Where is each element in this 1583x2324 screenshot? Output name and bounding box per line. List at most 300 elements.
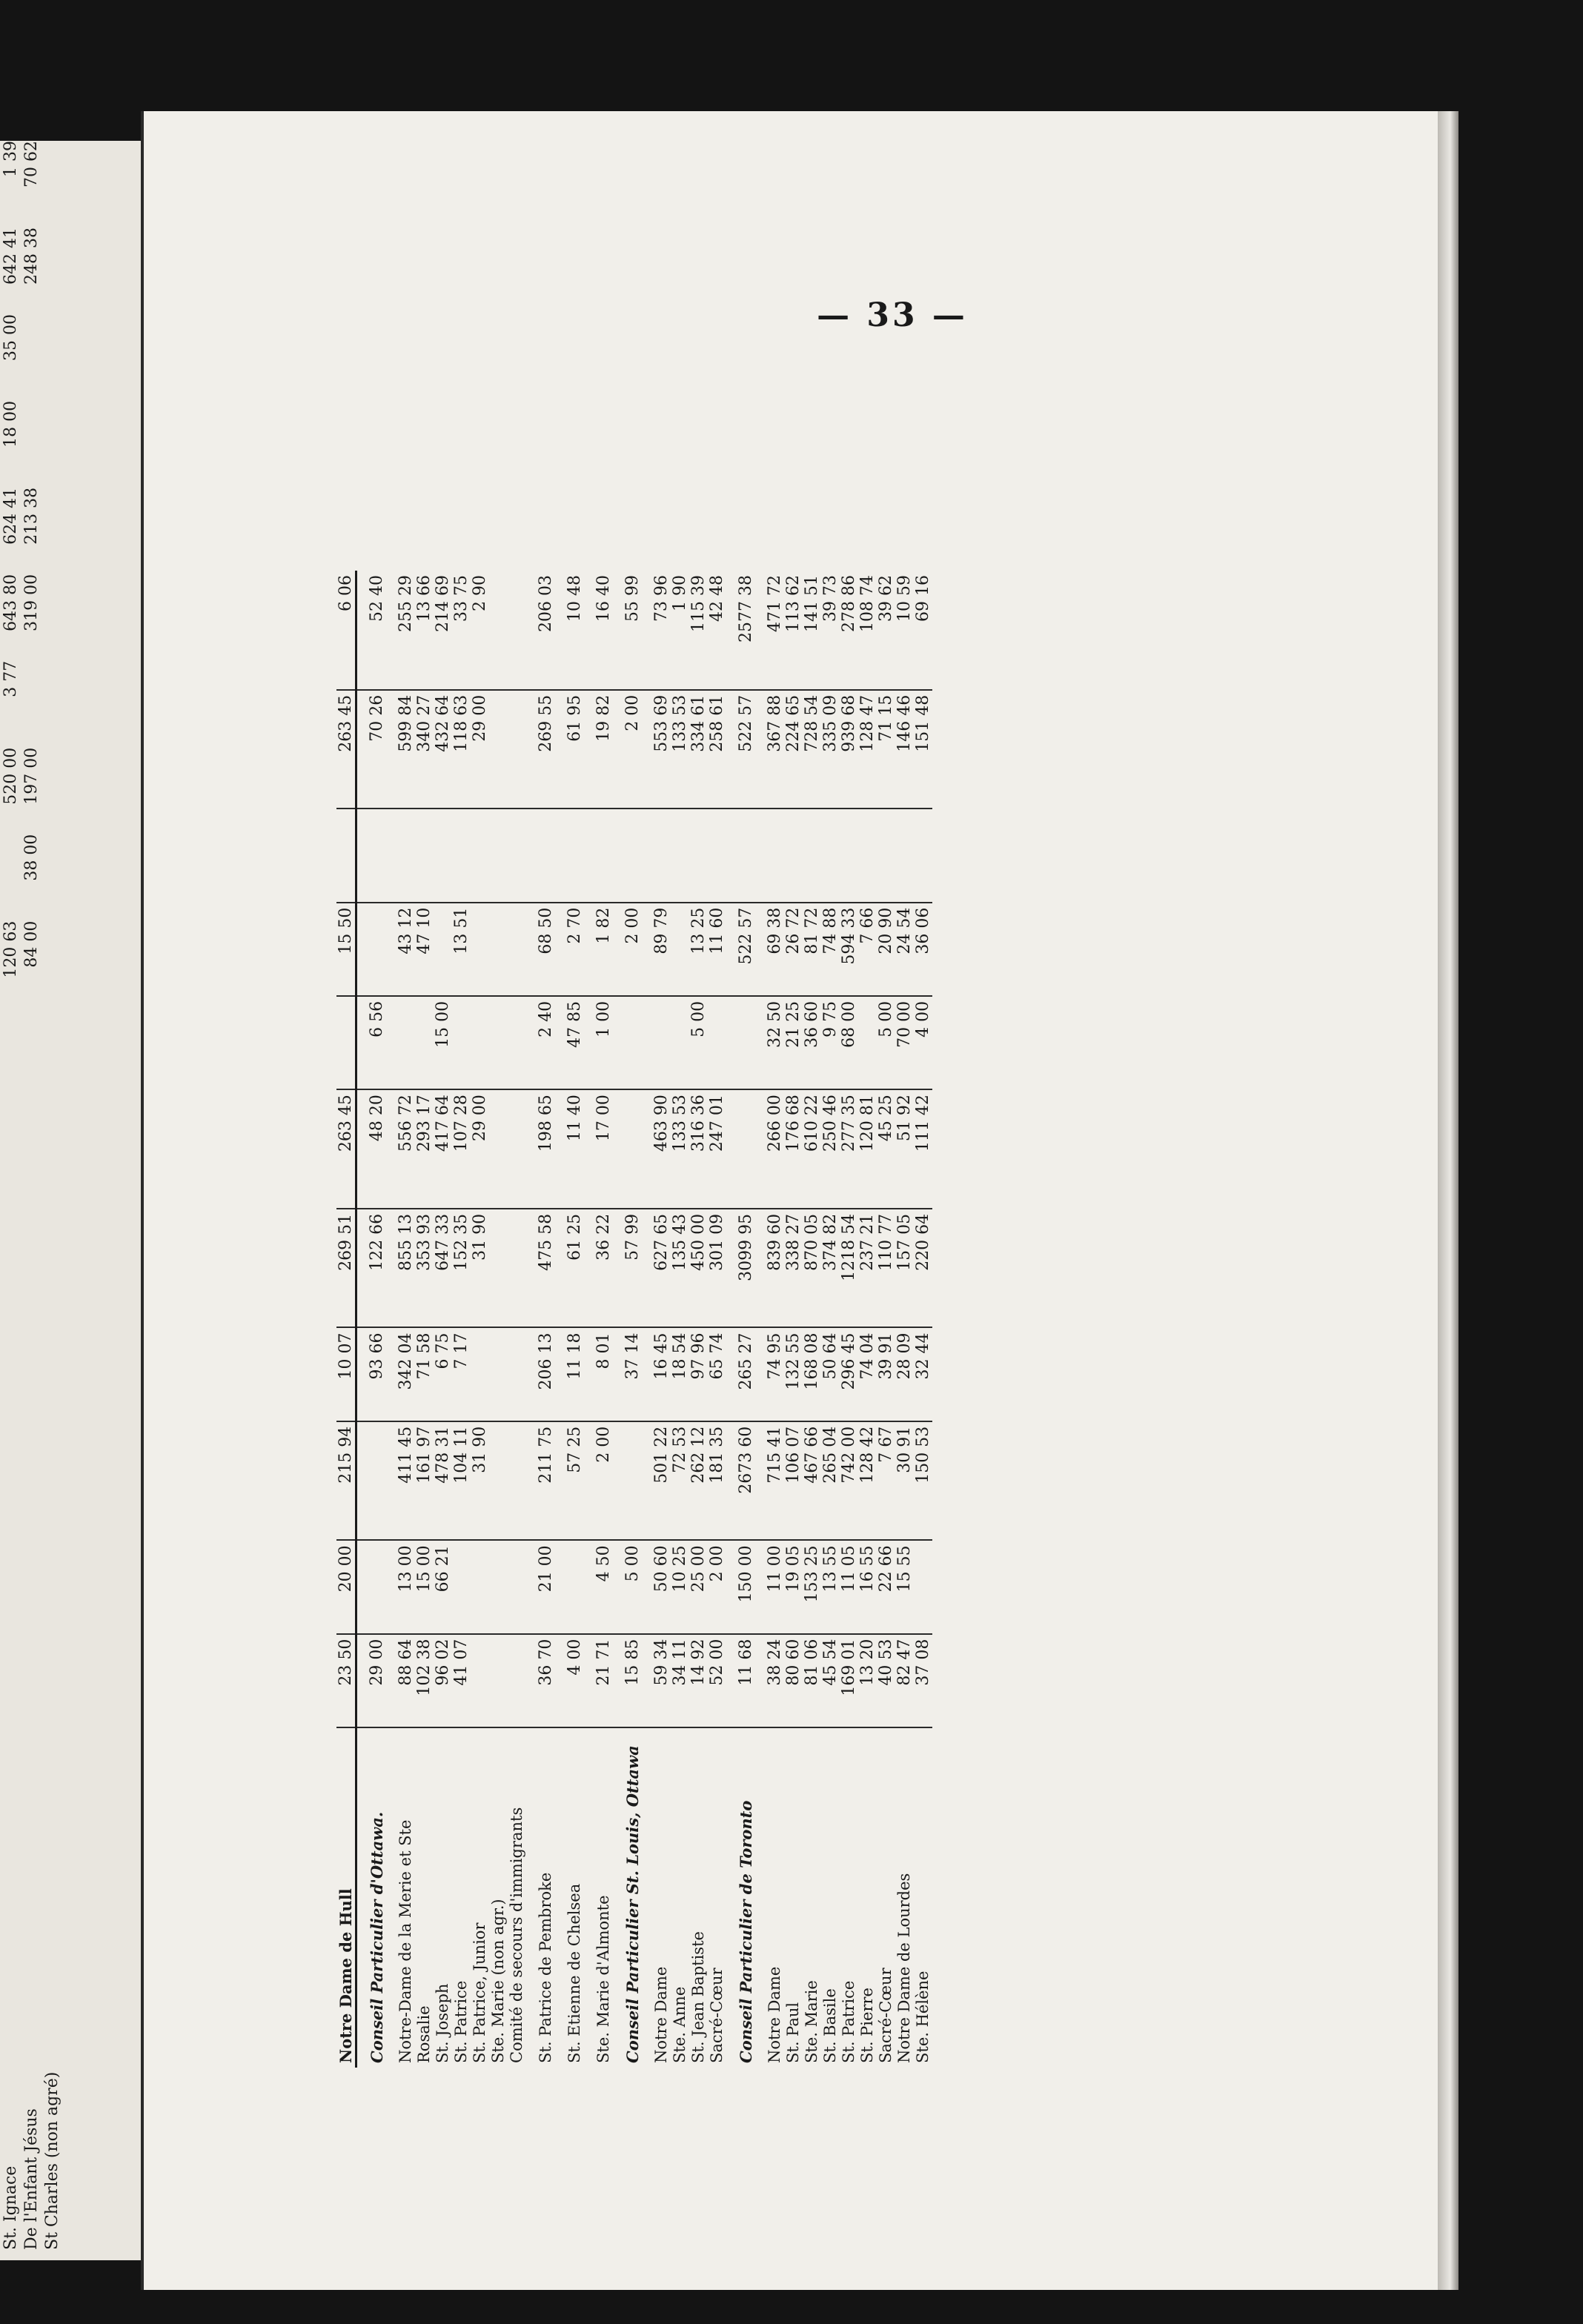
amount-cell: 647 33 [434,1209,452,1328]
table-row [613,571,642,2068]
amount-cell: 342 04 [386,1328,415,1421]
amount-cell: 7 17 [452,1328,471,1421]
amount-cell: 353 93 [415,1209,434,1328]
amount-cell: 72 53 [671,1421,689,1541]
amount-cell: 29 00 [471,1089,489,1209]
amount-cell: 11 40 [555,1089,584,1209]
table-row [336,571,356,2068]
amount-cell: 553 69 [642,690,671,809]
amount-cell: 237 21 [858,1209,877,1328]
amount-cell [508,1089,526,1209]
amount-cell: 113 62 [784,575,803,632]
row-label: Ste. Marie (non agr.) [489,1727,508,2068]
amount-cell: 150 00 [726,1540,755,1633]
amount-cell: 728 54 [803,690,821,809]
amount-cell: 70 26 [356,690,387,809]
amount-cell: 18 54 [671,1328,689,1421]
amount-cell: 152 35 [452,1209,471,1328]
amount-cell [489,903,508,996]
row-label: Notre Dame de Lourdes [895,1727,914,2068]
amount-cell: 135 43 [671,1209,689,1328]
amount-cell: 17 00 [584,1089,613,1209]
amount-cell [356,903,387,996]
row-label: Notre Dame [755,1727,784,2068]
amount-cell: 262 12 [689,1421,708,1541]
amount-cell: 6 75 [434,1328,452,1421]
amount-cell [356,809,387,902]
amount-cell: 168 08 [803,1328,821,1421]
amount-cell: 2 70 [555,903,584,996]
amount-cell: 120 81 [858,1089,877,1209]
amount-cell: 39 73 [821,575,840,622]
amount-cell: 81 72 [803,903,821,996]
amount-cell [336,996,356,1089]
amount-cell [803,809,821,902]
amount-cell: 36 70 [526,1634,555,1727]
amount-cell [508,809,526,902]
left-page-row [0,141,21,2260]
amount-cell: 132 55 [784,1328,803,1421]
amount-cell [858,809,877,902]
amount-cell: 471 72 [766,575,784,632]
amount-cell: 6 56 [356,996,387,1089]
amount-cell: 15 55 [895,1540,914,1633]
amount-cell: 2 00 [613,903,642,996]
amount-cell: 296 45 [840,1328,858,1421]
amount-cell: 181 35 [708,1421,726,1541]
amount-cell [386,809,415,902]
table-row [642,571,671,2068]
amount-cell: 1 82 [584,903,613,996]
amount-cell: 839 60 [755,1209,784,1328]
amount-cell: 31 90 [471,1209,489,1328]
amount-cell: 11 68 [726,1634,755,1727]
amount-cell: 367 88 [755,690,784,809]
amount-cell: 463 90 [642,1089,671,1209]
amount-cell [671,903,689,996]
amount-cell: 122 66 [356,1209,387,1328]
amount-cell: 2673 60 [726,1421,755,1541]
amount-cell: 45 25 [877,1089,895,1209]
amount-cell: 36 06 [914,903,932,996]
amount-cell: 334 61 [689,690,708,809]
table-row [526,571,555,2068]
amount-cell [726,996,755,1089]
amount-cell: 11 18 [555,1328,584,1421]
table-body [336,571,932,2068]
amount-cell: 211 75 [526,1421,555,1541]
amount-cell: 128 42 [858,1421,877,1541]
amount-cell: 1 90 [671,575,689,611]
amount-cell: 61 95 [555,690,584,809]
amount-cell [471,996,489,1089]
table-row [415,571,434,2068]
table-row [508,571,526,2068]
amount-cell: 71 58 [415,1328,434,1421]
amount-cell: 50 60 [642,1540,671,1633]
amount-cell [489,1209,508,1328]
left-page-row [42,141,62,2260]
amount-cell: 16 45 [642,1328,671,1421]
amount-cell [508,1421,526,1541]
amount-cell [555,1540,584,1633]
amount-cell: 10 25 [671,1540,689,1633]
amount-cell: 4 00 [555,1634,584,1727]
row-label: Ste. Hélène [914,1727,932,2068]
amount-cell: 475 58 [526,1209,555,1328]
amount-cell: 265 27 [726,1328,755,1421]
amount-cell: 478 31 [434,1421,452,1541]
amount-cell [489,1421,508,1541]
amount-cell: 68 50 [526,903,555,996]
amount-cell [386,996,415,1089]
row-label: Conseil Particulier de Toronto [726,1727,755,2068]
amount-cell [415,996,434,1089]
amount-cell: 34 11 [671,1634,689,1727]
left-amount-cell: 120 63 [1,920,20,978]
amount-cell [508,1328,526,1421]
amount-cell: 417 64 [434,1089,452,1209]
amount-cell: 432 64 [434,690,452,809]
amount-cell: 2 00 [708,1540,726,1633]
amount-cell [434,809,452,902]
amount-cell [356,1421,387,1541]
row-label: St. Pierre [858,1727,877,2068]
amount-cell: 81 06 [803,1634,821,1727]
amount-cell [784,809,803,902]
amount-cell [508,1540,526,1633]
amount-cell: 10 48 [565,575,584,622]
amount-cell [671,996,689,1089]
amount-cell: 522 57 [726,690,755,809]
amount-cell: 411 45 [386,1421,415,1541]
row-label: Notre-Dame de la Merie et Ste [386,1727,415,2068]
amount-cell: 22 66 [877,1540,895,1633]
amount-cell: 25 00 [689,1540,708,1633]
left-amount-cell: 642 41 [1,228,20,285]
left-amount-cell: 70 62 [21,141,41,188]
table-row [584,571,613,2068]
amount-cell: 28 09 [895,1328,914,1421]
amount-cell [613,996,642,1089]
amount-cell: 37 14 [613,1328,642,1421]
amount-cell: 128 47 [858,690,877,809]
amount-cell: 1218 54 [840,1209,858,1328]
amount-cell: 102 38 [415,1634,434,1727]
amount-cell: 265 04 [821,1421,840,1541]
amount-cell: 2 90 [471,575,489,611]
amount-cell: 30 91 [895,1421,914,1541]
amount-cell [726,809,755,902]
table-row [471,571,489,2068]
amount-cell: 45 54 [821,1634,840,1727]
amount-cell: 111 42 [914,1089,932,1209]
row-label: Notre Dame [642,1727,671,2068]
table-row [858,571,877,2068]
amount-cell: 7 66 [858,903,877,996]
amount-cell [489,1089,508,1209]
table-row [821,571,840,2068]
amount-cell: 66 21 [434,1540,452,1633]
page-number: — 33 — [817,296,968,334]
amount-cell [613,1089,642,1209]
table-row [803,571,821,2068]
left-row-label: St. Ignace [1,2165,20,2250]
amount-cell: 278 86 [840,575,858,632]
amount-cell: 11 00 [755,1540,784,1633]
rotated-table-wrapper [336,571,1344,2068]
amount-cell: 269 51 [336,1209,356,1328]
amount-cell: 206 03 [537,575,555,632]
left-amount-cell: 3 77 [1,660,20,697]
row-label: Rosalie [415,1727,434,2068]
amount-cell: 206 13 [526,1328,555,1421]
row-label: St. Patrice [452,1727,471,2068]
amount-cell [434,903,452,996]
amount-cell [489,1328,508,1421]
amount-cell [726,1089,755,1209]
amount-cell: 1 00 [584,996,613,1089]
amount-cell [489,1540,508,1633]
amount-cell: 68 00 [840,996,858,1089]
amount-cell: 73 96 [652,575,671,622]
amount-cell: 215 94 [336,1421,356,1541]
left-amount-cell: 213 38 [21,487,41,545]
amount-cell: 15 85 [613,1634,642,1727]
amount-cell: 36 60 [803,996,821,1089]
amount-cell: 224 65 [784,690,803,809]
amount-cell [642,809,671,902]
amount-cell: 133 53 [671,690,689,809]
table-row [840,571,858,2068]
amount-cell [671,809,689,902]
table-row [895,571,914,2068]
amount-cell: 133 53 [671,1089,689,1209]
table-row [877,571,895,2068]
amount-cell: 5 00 [877,996,895,1089]
amount-cell [489,571,508,690]
amount-cell [708,809,726,902]
amount-cell: 19 82 [584,690,613,809]
amount-cell: 161 97 [415,1421,434,1541]
amount-cell: 21 00 [526,1540,555,1633]
amount-cell: 198 65 [526,1089,555,1209]
row-label: Sacré-Cœur [877,1727,895,2068]
amount-cell: 8 01 [584,1328,613,1421]
amount-cell: 88 64 [386,1634,415,1727]
amount-cell: 340 27 [415,690,434,809]
amount-cell: 70 00 [895,996,914,1089]
left-facing-page [0,141,141,2260]
row-label: St. Jean Baptiste [689,1727,708,2068]
amount-cell: 47 85 [555,996,584,1089]
amount-cell: 41 07 [452,1634,471,1727]
amount-cell: 2 00 [584,1421,613,1541]
amount-cell [858,996,877,1089]
amount-cell: 594 33 [840,903,858,996]
amount-cell: 13 25 [689,903,708,996]
amount-cell [489,1634,508,1727]
amount-cell: 870 05 [803,1209,821,1328]
amount-cell: 74 04 [858,1328,877,1421]
amount-cell: 31 90 [471,1421,489,1541]
amount-cell: 61 25 [555,1209,584,1328]
amount-cell [840,809,858,902]
amount-cell [821,809,840,902]
amount-cell [877,809,895,902]
left-page-row [21,141,42,2260]
amount-cell: 16 40 [594,575,613,622]
amount-cell: 715 41 [755,1421,784,1541]
row-label: St. Joseph [434,1727,452,2068]
amount-cell [914,809,932,902]
amount-cell [526,809,555,902]
amount-cell: 106 07 [784,1421,803,1541]
left-amount-cell: 18 00 [1,400,20,448]
amount-cell: 65 74 [708,1328,726,1421]
left-amount-cell: 319 00 [21,574,41,631]
amount-cell: 146 46 [895,690,914,809]
amount-cell [489,809,508,902]
amount-cell [471,1540,489,1633]
amount-cell [895,809,914,902]
amount-cell: 258 61 [708,690,726,809]
table-row [356,571,387,2068]
amount-cell: 250 46 [821,1089,840,1209]
amount-cell: 69 16 [914,575,932,622]
amount-cell: 82 47 [895,1634,914,1727]
amount-cell [508,690,526,809]
amount-cell: 5 00 [613,1540,642,1633]
amount-cell: 2 40 [526,996,555,1089]
amount-cell: 21 25 [784,996,803,1089]
amount-cell: 29 00 [356,1634,387,1727]
amount-cell [689,809,708,902]
amount-cell: 266 00 [755,1089,784,1209]
amount-cell: 57 25 [555,1421,584,1541]
amount-cell: 15 00 [415,1540,434,1633]
amount-cell [489,996,508,1089]
amount-cell: 39 62 [877,575,895,622]
amount-cell: 5 00 [689,996,708,1089]
amount-cell: 627 65 [642,1209,671,1328]
amount-cell: 69 38 [755,903,784,996]
amount-cell: 47 10 [415,903,434,996]
page-edge [1438,111,1458,2290]
amount-cell [452,996,471,1089]
amount-cell [708,996,726,1089]
amount-cell: 10 59 [895,575,914,622]
amount-cell: 939 68 [840,690,858,809]
amount-cell: 32 44 [914,1328,932,1421]
amount-cell: 335 09 [821,690,840,809]
amount-cell: 20 00 [336,1540,356,1633]
left-amount-cell: 624 41 [1,487,20,545]
amount-cell [471,1328,489,1421]
amount-cell: 169 01 [840,1634,858,1727]
table-row [784,571,803,2068]
row-label: Sacré-Cœur [708,1727,726,2068]
amount-cell [555,809,584,902]
amount-cell: 338 27 [784,1209,803,1328]
amount-cell: 450 00 [689,1209,708,1328]
amount-cell: 157 05 [895,1209,914,1328]
amount-cell: 255 29 [396,575,415,632]
amount-cell: 36 22 [584,1209,613,1328]
amount-cell: 39 91 [877,1328,895,1421]
amount-cell [613,809,642,902]
amount-cell: 33 75 [452,575,471,622]
table-row [914,571,932,2068]
amount-cell: 11 05 [840,1540,858,1633]
amount-cell: 277 35 [840,1089,858,1209]
amount-cell: 40 53 [877,1634,895,1727]
amount-cell: 7 67 [877,1421,895,1541]
amount-cell [508,571,526,690]
amount-cell: 97 96 [689,1328,708,1421]
row-label: St. Basile [821,1727,840,2068]
table-row [755,571,784,2068]
amount-cell [508,1209,526,1328]
amount-cell: 51 92 [895,1089,914,1209]
amount-cell: 855 13 [386,1209,415,1328]
row-label: Ste. Anne [671,1727,689,2068]
amount-cell: 176 68 [784,1089,803,1209]
amount-cell [471,903,489,996]
amount-cell: 247 01 [708,1089,726,1209]
amount-cell: 29 00 [471,690,489,809]
amount-cell: 501 22 [642,1421,671,1541]
amount-cell: 263 45 [336,1089,356,1209]
table-row [689,571,708,2068]
row-label: Conseil Particulier d'Ottawa. [356,1727,387,2068]
amount-cell: 301 09 [708,1209,726,1328]
amount-cell: 6 06 [336,575,355,611]
amount-cell: 467 66 [803,1421,821,1541]
row-label: St. Patrice [840,1727,858,2068]
amount-cell: 522 57 [726,903,755,996]
amount-cell: 610 22 [803,1089,821,1209]
amount-cell: 599 84 [386,690,415,809]
left-amount-cell: 1 39 [1,141,20,178]
amount-cell: 151 48 [914,690,932,809]
amount-cell: 556 72 [386,1089,415,1209]
amount-cell: 2 00 [613,690,642,809]
amount-cell: 23 50 [336,1634,356,1727]
amount-cell: 74 95 [755,1328,784,1421]
table-row [726,571,755,2068]
left-amount-cell: 197 00 [21,747,41,805]
amount-cell: 37 08 [914,1634,932,1727]
row-label: St. Paul [784,1727,803,2068]
amount-cell: 13 55 [821,1540,840,1633]
amount-cell: 13 51 [452,903,471,996]
amount-cell: 42 48 [708,575,726,622]
amount-cell: 4 50 [584,1540,613,1633]
amount-cell: 141 51 [803,575,821,632]
amount-cell: 220 64 [914,1209,932,1328]
left-amount-cell: 520 00 [1,747,20,805]
amount-cell: 9 75 [821,996,840,1089]
amount-cell: 24 54 [895,903,914,996]
amount-cell: 50 64 [821,1328,840,1421]
amount-cell: 89 79 [642,903,671,996]
amount-cell: 10 07 [336,1328,356,1421]
amount-cell: 293 17 [415,1089,434,1209]
amount-cell: 118 63 [452,690,471,809]
row-label: St. Patrice, Junior [471,1727,489,2068]
amount-cell: 153 25 [803,1540,821,1633]
